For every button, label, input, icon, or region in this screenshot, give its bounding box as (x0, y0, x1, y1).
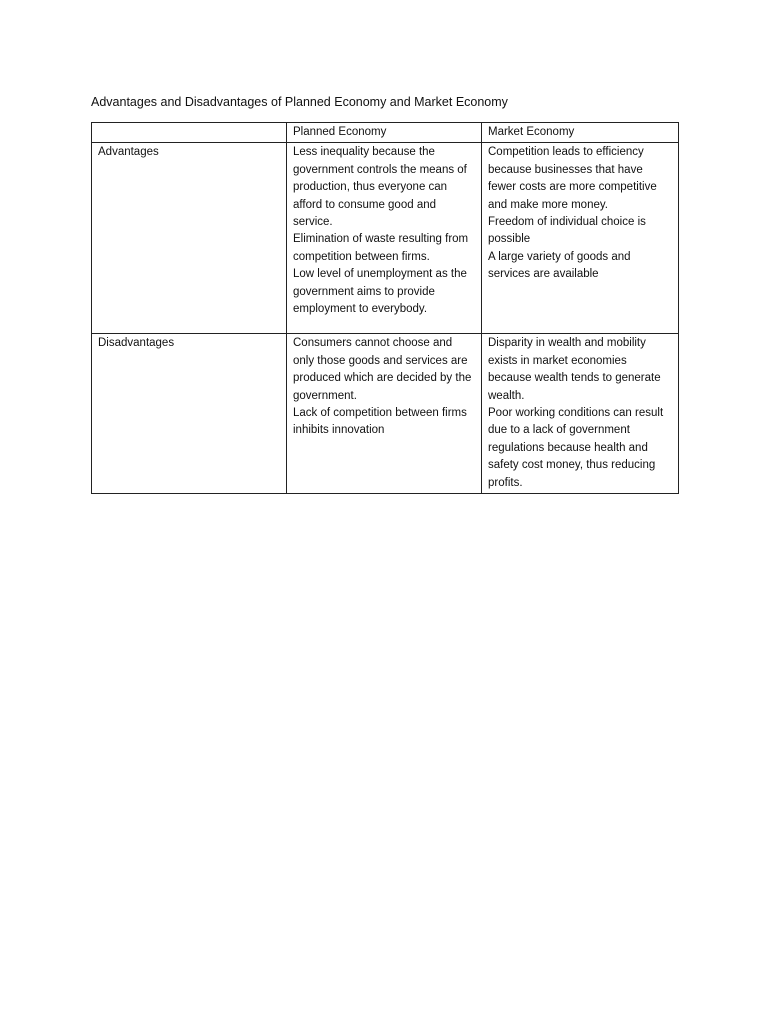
table-header-row (92, 123, 679, 143)
planned-advantage-1: Less inequality because the government controls the means of production, thus everyone can afford to consume good and service. (293, 146, 467, 229)
market-disadvantage-2: Poor working conditions can result due to a lack of government regulations because health and safety cost money, thus reducing profits. (488, 407, 664, 489)
cell-market-disadvantages (482, 334, 679, 494)
table-row-advantages (92, 143, 679, 334)
comparison-table (91, 122, 679, 494)
header-cell-planned-economy: Planned Economy (287, 123, 482, 143)
row-label-disadvantages: Disadvantages (92, 334, 287, 494)
cell-market-advantages (482, 143, 679, 334)
row-label-advantages: Advantages (92, 143, 287, 334)
planned-advantage-3: Low level of unemployment as the government aims to provide employment to everybody. (293, 268, 467, 316)
cell-planned-advantages (287, 143, 482, 334)
header-cell-market-economy: Market Economy (482, 123, 679, 143)
market-advantage-3: A large variety of goods and services are available (488, 250, 631, 281)
market-disadvantage-1: Disparity in wealth and mobility exists in market economies because wealth tends to generate wealth. (488, 337, 661, 402)
planned-disadvantage-2: Lack of competition between firms inhibits innovation (293, 407, 467, 437)
market-advantage-1: Competition leads to efficiency because businesses that have fewer costs are more competitive and make more money. (488, 146, 657, 211)
market-advantage-2: Freedom of individual choice is possible (488, 216, 646, 246)
planned-advantage-2: Elimination of waste resulting from competition between firms. (293, 233, 469, 263)
cell-planned-disadvantages (287, 334, 482, 494)
table-row-disadvantages (92, 334, 679, 494)
header-cell-empty (92, 123, 287, 143)
planned-disadvantage-1: Consumers cannot choose and only those goods and services are produced which are decided by the government. (293, 337, 472, 402)
page-title: Advantages and Disadvantages of Planned Economy and Market Economy (91, 95, 508, 109)
